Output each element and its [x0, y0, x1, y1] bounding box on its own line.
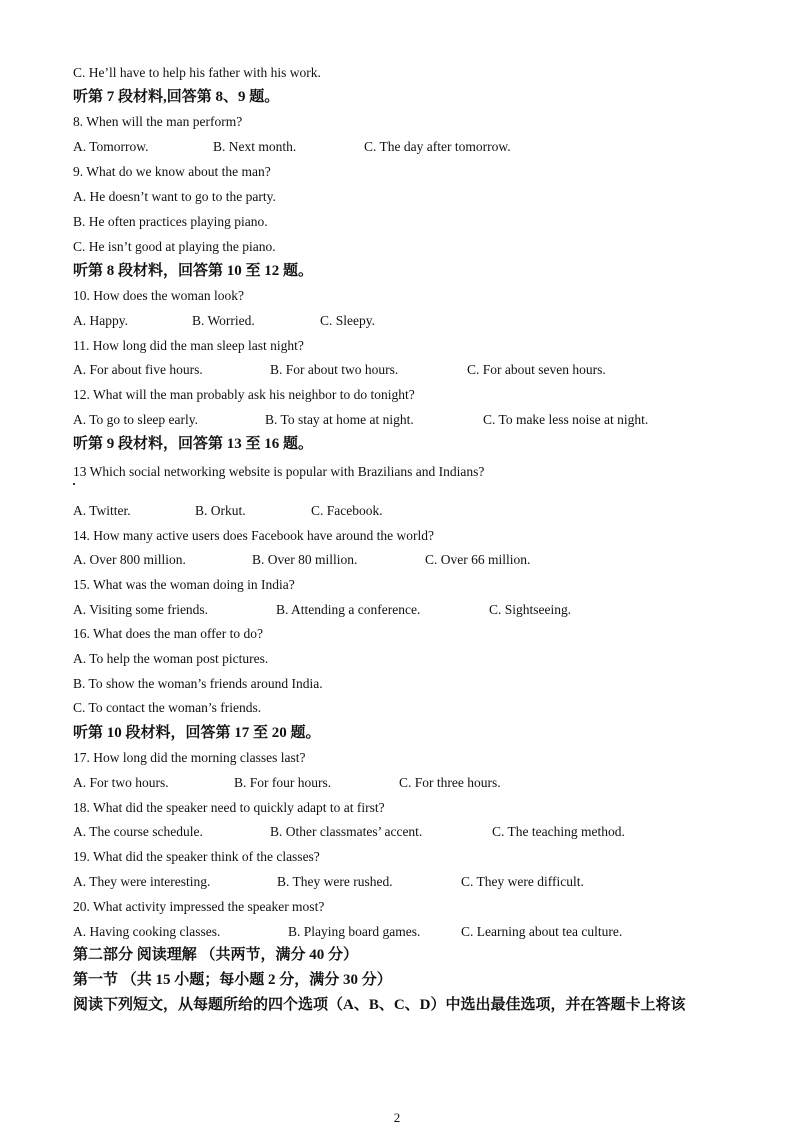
option-c: C. Sightseeing.: [489, 602, 572, 617]
section-heading: 听第 10 段材料，回答第 17 至 20 题。: [73, 725, 321, 741]
question-18: 18. What did the speaker need to quickly adapt to at first?: [73, 800, 385, 815]
question-11: 11. How long did the man sleep last night?: [73, 338, 304, 353]
option-b: B. Next month.: [213, 139, 297, 154]
option-b: B. Attending a conference.: [276, 602, 421, 617]
question-9: 9. What do we know about the man?: [73, 164, 271, 179]
option-c: C. He isn’t good at playing the piano.: [73, 239, 276, 254]
option-a: A. Visiting some friends.: [73, 602, 209, 617]
option-a: A. They were interesting.: [73, 874, 211, 889]
question-12: 12. What will the man probably ask his neighbor to do tonight?: [73, 387, 415, 402]
question-17: 17. How long did the morning classes last?: [73, 750, 306, 765]
page-number: 2: [393, 1110, 401, 1125]
option-a: A. To help the woman post pictures.: [73, 651, 269, 666]
question-20: 20. What activity impressed the speaker most?: [73, 899, 325, 914]
question-14: 14. How many active users does Facebook have around the world?: [73, 528, 435, 543]
section-heading: 听第 7 段材料,回答第 8、9 题。: [73, 89, 280, 105]
question-8: 8. When will the man perform?: [73, 114, 243, 129]
option-b: B. To show the woman’s friends around India.: [73, 676, 323, 691]
section-heading: 第一节 （共 15 小题；每小题 2 分，满分 30 分）: [73, 972, 392, 988]
question-13: 13 Which social networking website is popular with Brazilians and Indians?: [73, 464, 485, 479]
option-b: B. Playing board games.: [288, 924, 421, 939]
option-a: A. Over 800 million.: [73, 552, 186, 567]
part-heading: 第二部分 阅读理解 （共两节，满分 40 分）: [73, 947, 359, 963]
option-b: B. For about two hours.: [270, 362, 399, 377]
option-b: B. Other classmates’ accent.: [270, 824, 423, 839]
option-b: B. Over 80 million.: [252, 552, 358, 567]
option-c: C. The day after tomorrow.: [364, 139, 511, 154]
option-a: A. Tomorrow.: [73, 139, 149, 154]
question-10: 10. How does the woman look?: [73, 288, 244, 303]
stray-dot: [73, 483, 75, 485]
option-a: A. He doesn’t want to go to the party.: [73, 189, 276, 204]
option-c: C. Facebook.: [311, 503, 383, 518]
option-b: B. Orkut.: [195, 503, 246, 518]
option-a: A. To go to sleep early.: [73, 412, 199, 427]
section-heading: 听第 8 段材料，回答第 10 至 12 题。: [73, 263, 314, 279]
option-c: C. They were difficult.: [461, 874, 584, 889]
option-c: C. To contact the woman’s friends.: [73, 700, 262, 715]
option-b: B. To stay at home at night.: [265, 412, 414, 427]
option-c: C. For three hours.: [399, 775, 501, 790]
option-a: A. Having cooking classes.: [73, 924, 221, 939]
option-a: A. Happy.: [73, 313, 128, 328]
question-15: 15. What was the woman doing in India?: [73, 577, 295, 592]
option-c: C. For about seven hours.: [467, 362, 606, 377]
option-c: C. To make less noise at night.: [483, 412, 649, 427]
question-19: 19. What did the speaker think of the classes?: [73, 849, 320, 864]
option-b: B. He often practices playing piano.: [73, 214, 268, 229]
instructions: 阅读下列短文，从每题所给的四个选项（A、B、C、D）中选出最佳选项，并在答题卡上将该: [73, 997, 686, 1013]
option-a: A. For two hours.: [73, 775, 169, 790]
option-line: C. He’ll have to help his father with his work.: [73, 65, 321, 80]
option-b: B. Worried.: [192, 313, 255, 328]
option-b: B. They were rushed.: [277, 874, 393, 889]
option-a: A. Twitter.: [73, 503, 131, 518]
section-heading: 听第 9 段材料，回答第 13 至 16 题。: [73, 436, 314, 452]
option-c: C. The teaching method.: [492, 824, 625, 839]
option-c: C. Learning about tea culture.: [461, 924, 623, 939]
option-c: C. Over 66 million.: [425, 552, 531, 567]
question-16: 16. What does the man offer to do?: [73, 626, 263, 641]
option-b: B. For four hours.: [234, 775, 332, 790]
option-c: C. Sleepy.: [320, 313, 375, 328]
option-a: A. For about five hours.: [73, 362, 203, 377]
option-a: A. The course schedule.: [73, 824, 203, 839]
